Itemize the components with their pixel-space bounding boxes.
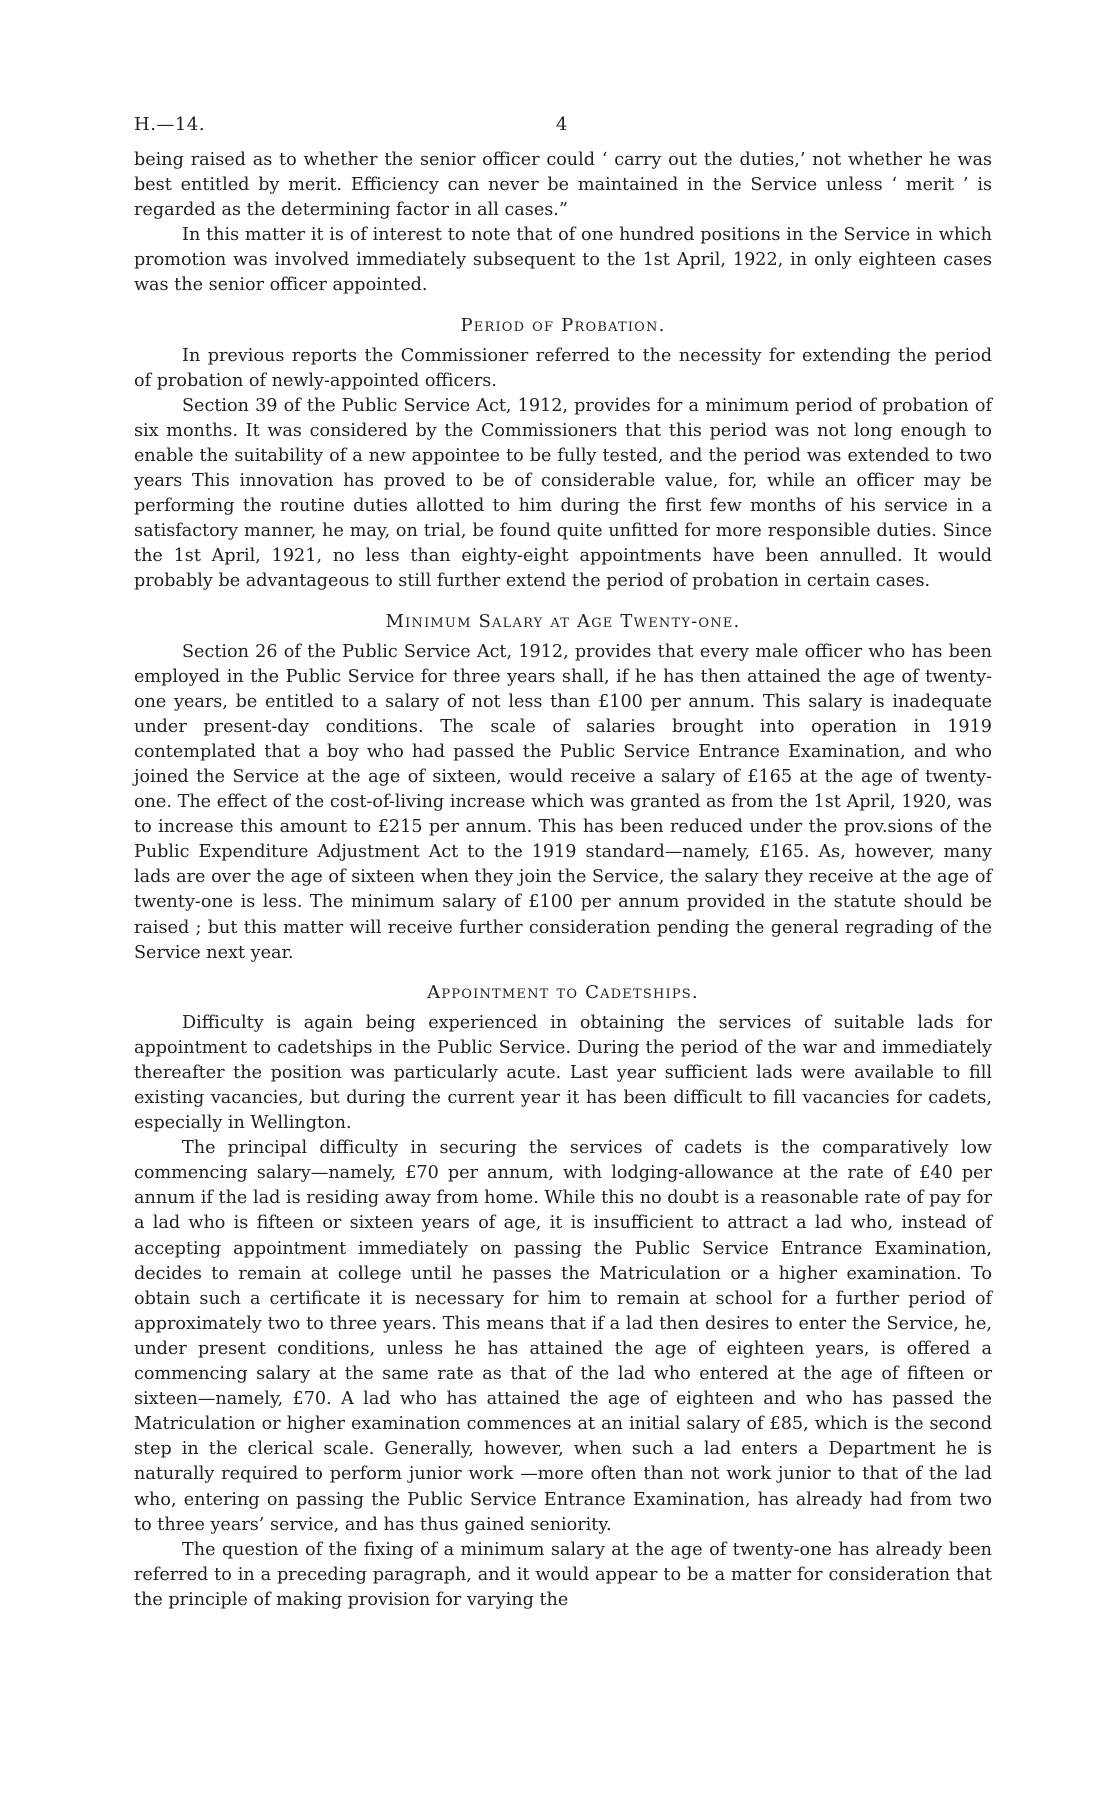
page-number: 4 [556,114,568,135]
section-heading-probation: Period of Probation. [460,314,666,336]
page-header [134,114,992,148]
paragraph: Difficulty is again being experienced in obtaining the services of suitable lads for appointment to cadetships in the Public Service. During the period of the war and immediately thereafter the position was particularly acute. Last year sufficient lads were available to fill existing vacancies, but during the current year it has been difficult to fill vacancies for cadets, especially in Wellington. [134,1012,992,1134]
document-reference: H.—14. [134,114,206,135]
paragraph: The question of the fixing of a minimum salary at the age of twenty-one has already been referred to in a preceding paragraph, and it would appear to be a matter for consideration that the principle of making provision for varying the [134,1539,992,1610]
document-page [134,114,992,1613]
section-heading-cadetships: Appointment to Cadetships. [427,981,699,1003]
paragraph: In previous reports the Commissioner referred to the necessity for extending the period of probation of newly-appointed officers. [134,345,992,391]
paragraph: Section 26 of the Public Service Act, 1912, provides that every male officer who has been employed in the Public Service for three years shall, if he has then attained the age of twenty-one years, be entitled to a salary of not less than £100 per annum. This salary is inadequate under present-day conditions. The scale of salaries brought into operation in 1919 contemplated that a boy who had passed the Public Service Entrance Examination, and who joined the Service at the age of sixteen, would receive a salary of £165 at the age of twenty-one. The effect of the cost-of-living increase which was granted as from the 1st April, 1920, was to increase this amount to £215 per annum. This has been reduced under the prov.sions of the Public Expenditure Adjustment Act to the 1919 standard—namely, £165. As, however, many lads are over the age of sixteen when they join the Service, the salary they receive at the age of twenty-one is less. The minimum salary of £100 per annum provided in the statute should be raised ; but this matter will receive further consideration pending the general regrading of the Service next year. [134,641,992,963]
paragraph: The principal difficulty in securing the services of cadets is the comparatively low commencing salary—namely, £70 per annum, with lodging-allowance at the rate of £40 per annum if the lad is residing away from home. While this no doubt is a reasonable rate of pay for a lad who is fifteen or sixteen years of age, it is insufficient to attract a lad who, instead of accepting appointment immediately on passing the Public Service Entrance Examination, decides to remain at college until he passes the Matriculation or a higher examination. To obtain such a certificate it is necessary for him to remain at school for a further period of approximately two to three years. This means that if a lad then desires to enter the Service, he, under present conditions, unless he has attained the age of eighteen years, is offered a commencing salary at the same rate as that of the lad who entered at the age of fifteen or sixteen—namely, £70. A lad who has attained the age of eighteen and who has passed the Matriculation or higher examination commences at an initial salary of £85, which is the second step in the clerical scale. Generally, however, when such a lad enters a Department he is naturally required to perform junior work —more often than not work junior to that of the lad who, entering on passing the Public Service Entrance Examination, has already had from two to three years’ service, and has thus gained seniority. [134,1138,992,1535]
paragraph: Section 39 of the Public Service Act, 1912, provides for a minimum period of probation of six months. It was considered by the Commissioners that this period was not long enough to enable the suitability of a new appointee to be fully tested, and the period was extended to two years This innovation has proved to be of considerable value, for, while an officer may be performing the routine duties allotted to him during the first few months of his service in a satisfactory manner, he may, on trial, be found quite unfitted for more responsible duties. Since the 1st April, 1921, no less than eighty-eight appointments have been annulled. It would probably be advantageous to still further extend the period of probation in certain cases. [134,395,992,592]
document-body [134,148,992,1613]
paragraph-continued: being raised as to whether the senior officer could ‘ carry out the duties,’ not whether he was best entitled by merit. Efficiency can never be maintained in the Service unless ‘ merit ’ is regarded as the determining factor in all cases.” [134,150,992,221]
section-heading-minimum-salary: Minimum Salary at Age Twenty-one. [385,610,741,632]
paragraph: In this matter it is of interest to note that of one hundred positions in the Service in which promotion was involved immediately subsequent to the 1st April, 1922, in only eighteen cases was the senior officer appointed. [134,225,992,296]
